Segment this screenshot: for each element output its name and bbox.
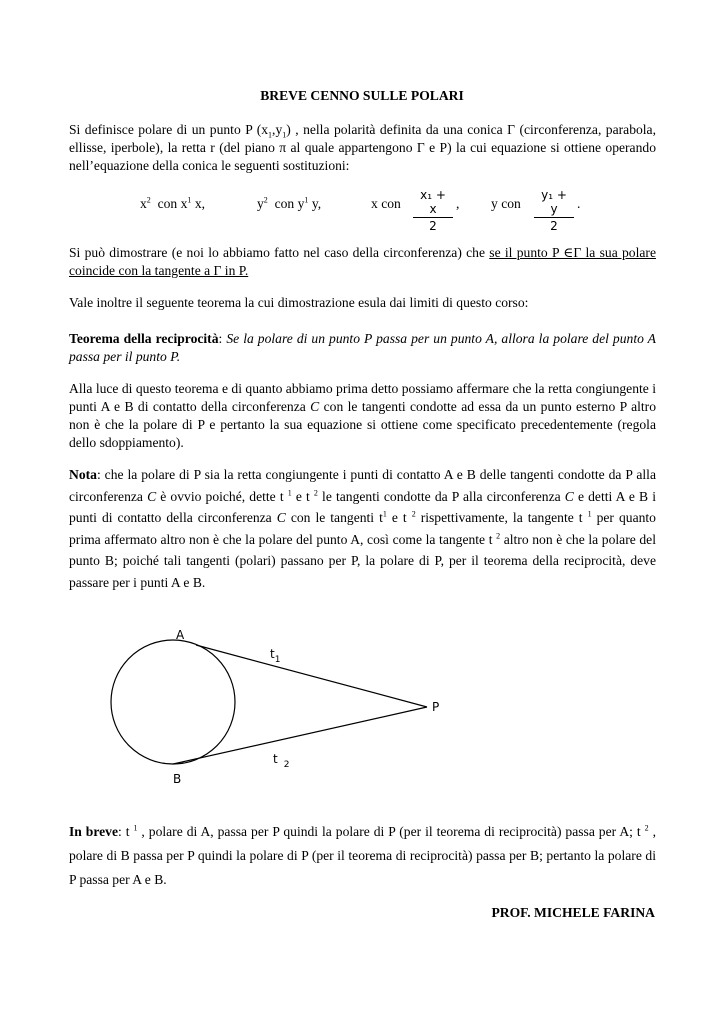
reciprocity-application-paragraph: Alla luce di questo teorema e di quanto abbiamo prima detto possiamo affermare che la retta congiungente i punti A e B di contatto della circonferenza C con le tangenti condotte ad essa da un punto esterno P altro non è che la polare di P e pertanto la sua equazione si ottiene come specificato precedentemente (regola dello sdoppiamento). bbox=[69, 381, 656, 450]
circle-c bbox=[111, 640, 235, 764]
fraction-y: $\frac{\text{y₁ + y}}{2}$ bbox=[534, 188, 574, 233]
sub-y-period: . bbox=[577, 196, 581, 211]
tangent-t1-line bbox=[196, 645, 427, 707]
theorem-intro-paragraph: Vale inoltre il seguente teorema la cui dimostrazione esula dai limiti di questo corso: bbox=[69, 295, 529, 310]
tangent-t2-label: t $_2$ bbox=[273, 752, 290, 770]
tangent-paragraph: Si può dimostrare (e noi lo abbiamo fatto nel caso della circonferenza) che se il punto P ∈Γ la sua polare coincide con la tangente a Γ in P. bbox=[69, 245, 656, 278]
sub-x-label: x con bbox=[371, 196, 401, 211]
tangent-t2-line bbox=[173, 707, 427, 764]
intro-paragraph: Si definisce polare di un punto P $(x_1,y_1)$ , nella polarità definita da una conica Γ (circonferenza, parabola, ellisse, iperbole), la retta r (del piano π al quale appartengono Γ e P) la cui equazione si ottiene operando nell’equazione della conica le seguenti sostituzioni: bbox=[69, 122, 656, 173]
document-title: BREVE CENNO SULLE POLARI bbox=[260, 88, 464, 103]
sub-y-label: y con bbox=[491, 196, 521, 211]
point-p-label: P bbox=[432, 700, 440, 714]
sub-x2: $x^2$ con $x^1$ x, bbox=[140, 195, 206, 211]
in-breve-paragraph: In breve: t $^1$ , polare di A, passa per P quindi la polare di P (per il teorema di reciprocità) passa per A; t $^2$ , polare di B passa per P quindi la polare di P (per il teorema di reciprocità) passa per B; pertanto la polare di P passa per A e B. bbox=[69, 823, 656, 887]
tangent-t1-label: $t_1$ bbox=[270, 647, 281, 665]
theorem-paragraph: Teorema della reciprocità: Se la polare di un punto P passa per un punto A, allora la polare del punto A passa per il punto P. bbox=[69, 331, 656, 364]
sub-y2: $y^2$ con $y^1$ y, bbox=[257, 195, 322, 211]
author-signature: PROF. MICHELE FARINA bbox=[491, 905, 655, 920]
point-b-label: B bbox=[173, 772, 182, 786]
fraction-x: $\frac{\text{x₁ + x}}{2}$ bbox=[413, 188, 453, 233]
sub-x-comma: , bbox=[456, 196, 460, 211]
tangent-figure bbox=[0, 620, 724, 800]
substitution-formulas bbox=[0, 188, 724, 234]
nota-paragraph: Nota: che la polare di P sia la retta congiungente i punti di contatto A e B delle tangenti condotte da P alla circonferenza C è ovvio poiché, dette t $^1$ e t $^2$ le tangenti condotte da P alla circonferenza C e detti A e B i punti di contatto della circonferenza C con le tangenti $t^1$ e t $^2$ rispettivamente, la tangente t $^1$ per quanto prima affermato altro non è che la polare del punto A, così come la tangente t $^2$ altro non è che la polare del punto B; poiché tali tangenti (polari) passano per P, la polare di P, per il teorema della reciprocità, deve passare per i punti A e B. bbox=[69, 467, 656, 590]
point-a-label: A bbox=[176, 628, 185, 642]
